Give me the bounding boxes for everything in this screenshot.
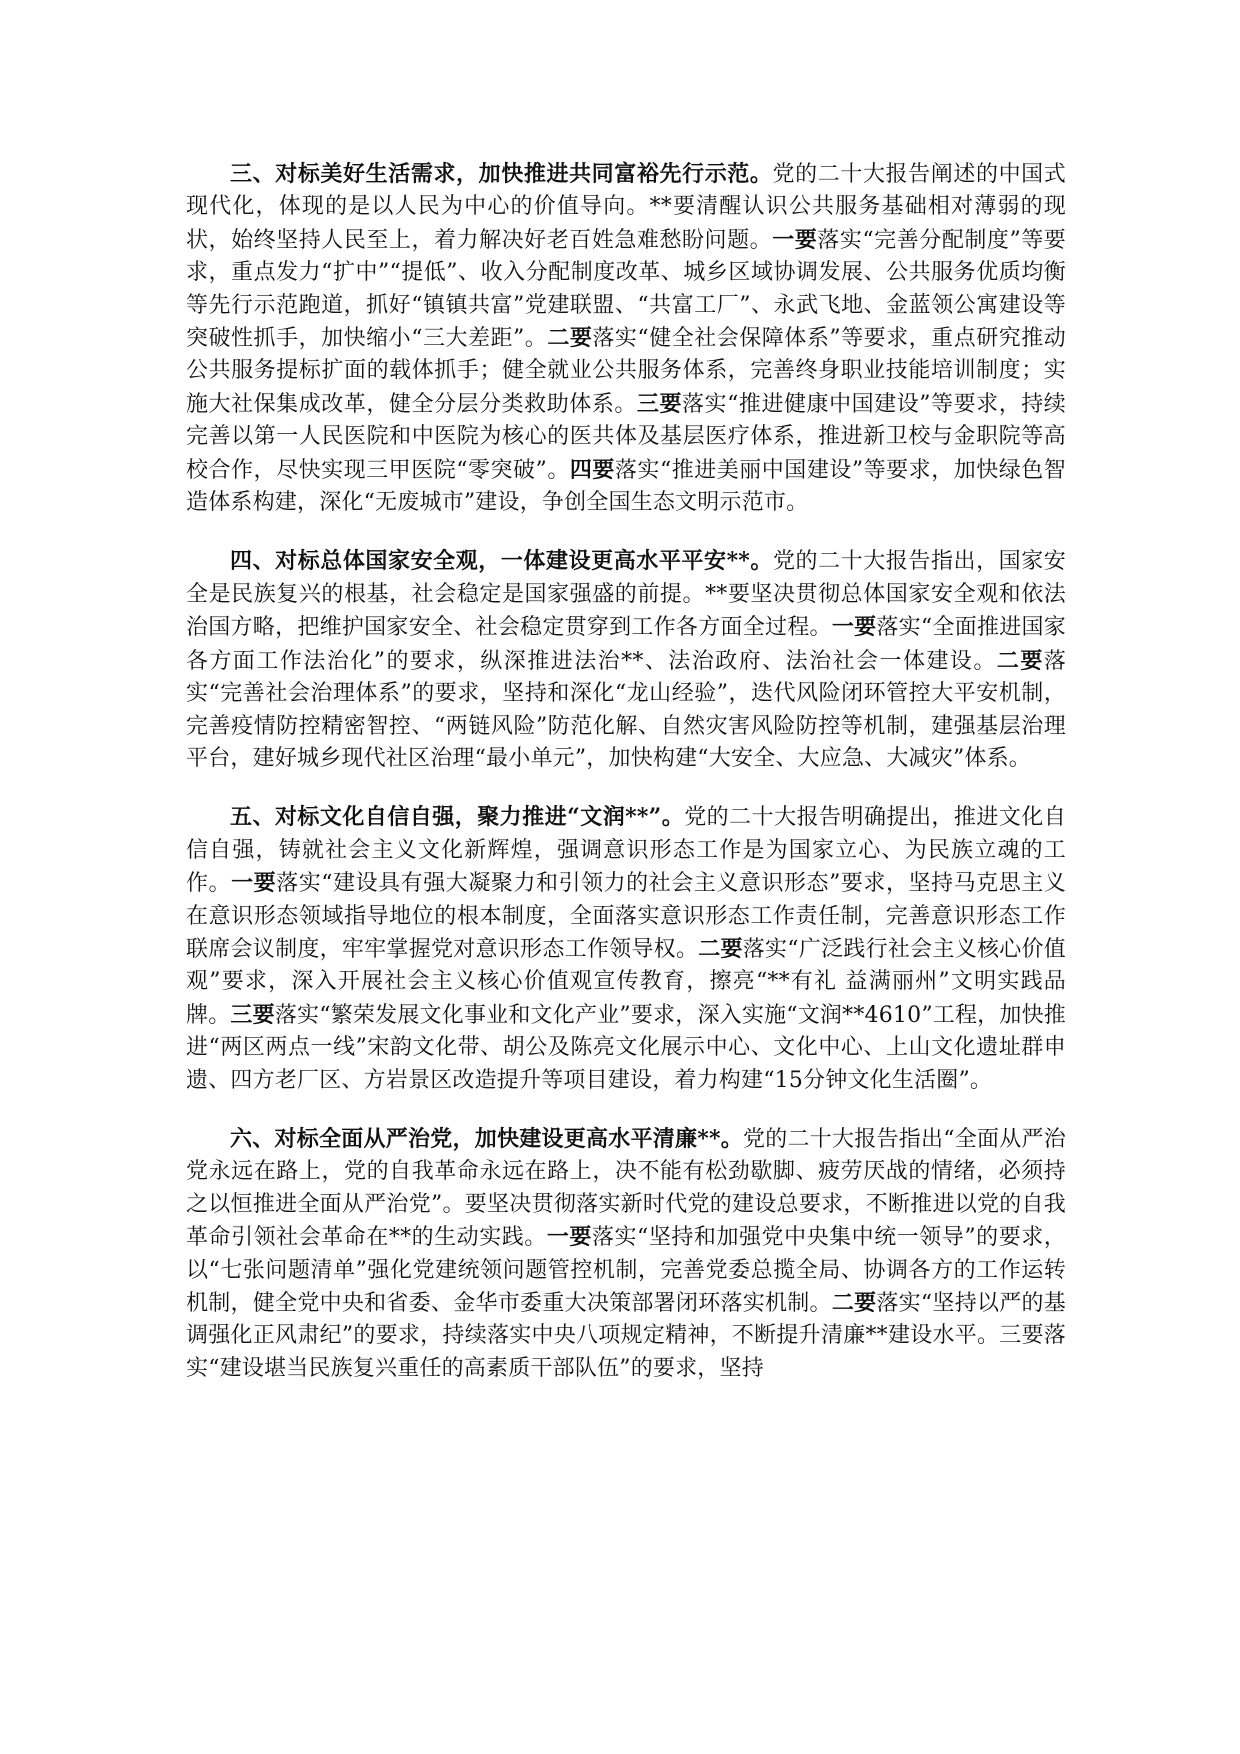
point-marker: 一要: [546, 1224, 592, 1251]
body-text: 落实“坚持和加强党中央集中统一领导”的要求，以“七张问题清单”强化党建统领问题管控机制，完善党委总揽全局、协调各方的工作运转机制，健全党中央和省委、金华市委重大决策部署闭环落实机制。: [186, 1225, 1067, 1316]
body-text: 落实“建设具有强大凝聚力和引领力的社会主义意识形态”要求，坚持马克思主义在意识形态领域指导地位的根本制度，全面落实意识形态工作责任制，完善意识形态工作联席会议制度，牢牢掌握党对意识形态工作领导权。: [186, 871, 1066, 962]
body-text: 落实“推进美丽中国建设”等要求，加快绿色智造体系构建，深化“无废城市”建设，争创全国生态文明示范市。: [186, 457, 1066, 516]
section-four: [186, 545, 1066, 775]
section-four-heading: 四、对标总体国家安全观，一体建设更高水平平安**。: [230, 548, 773, 575]
body-text: 党的二十大报告阐述的中国式现代化，体现的是以人民为中心的价值导向。**要清醒认识公共服务基础相对薄弱的现状，始终坚持人民至上，着力解决好老百姓急难愁盼问题。: [186, 162, 1066, 253]
point-marker: 二要: [996, 647, 1044, 674]
body-text: 党的二十大报告指出，国家安全是民族复兴的根基，社会稳定是国家强盛的前提。**要坚决贯彻总体国家安全观和依法治国方略，把维护国家安全、社会稳定贯穿到工作各方面全过程。: [186, 549, 1066, 641]
section-five-heading: 五、对标文化自信自强，聚力推进“文润**”。: [230, 804, 685, 831]
body-text: 落实“全面推进国家各方面工作法治化”的要求，纵深推进法治**、法治政府、法治社会一体建设。: [186, 615, 1066, 674]
section-five: [186, 801, 1066, 1097]
document-page: [186, 158, 1066, 1385]
section-six-heading: 六、对标全面从严治党，加快建设更高水平清廉**。: [230, 1125, 744, 1152]
body-text: 落实“坚持以严的基调强化正风肃纪”的要求，持续落实中央八项规定精神，不断提升清廉**建设水平。三要落实“建设堪当民族复兴重任的高素质干部队伍”的要求，坚持: [186, 1291, 1066, 1381]
point-marker: 二要: [698, 935, 743, 962]
point-marker: 二要: [547, 325, 593, 352]
body-text: 落实“完善分配制度”等要求，重点发力“扩中”“提低”、收入分配制度改革、城乡区域协调发展、公共服务优质均衡等先行示范跑道，抓好“镇镇共富”党建联盟、“共富工厂”、永武飞地、金蓝领公寓建设等突破性抓手，加快缩小“三大差距”。: [186, 227, 1066, 352]
body-text: 落实“广泛践行社会主义核心价值观”要求，深入开展社会主义核心价值观宣传教育，擦亮“**有礼 益满丽州”文明实践品牌。: [186, 936, 1066, 1028]
body-text: 落实“健全社会保障体系”等要求，重点研究推动公共服务提标扩面的载体抓手；健全就业公共服务体系，完善终身职业技能培训制度；实施大社保集成改革，健全分层分类救助体系。: [186, 326, 1066, 417]
point-marker: 二要: [831, 1290, 877, 1316]
point-marker: 一要: [231, 870, 277, 897]
body-text: 落实“完善社会治理体系”的要求，坚持和深化“龙山经验”，迭代风险闭环管控大平安机制，完善疫情防控精密智控、“两链风险”防范化解、自然灾害风险防控等机制，建强基层治理平台，建好城乡现代社区治理“最小单元”，加快构建“大安全、大应急、大减灾”体系。: [186, 648, 1067, 771]
section-three: [186, 158, 1066, 519]
body-text: 党的二十大报告明确提出，推进文化自信自强，铸就社会主义文化新辉煌，强调意识形态工作是为国家立心、为民族立魂的工作。: [186, 805, 1066, 897]
point-marker: 一要: [772, 226, 818, 253]
section-six: [186, 1123, 1066, 1385]
point-marker: 一要: [831, 614, 877, 641]
point-marker: 四要: [569, 456, 615, 483]
point-marker: 三要: [230, 1001, 275, 1028]
body-text: 党的二十大报告指出“全面从严治党永远在路上，党的自我革命永远在路上，决不能有松劲歇脚、疲劳厌战的情绪，必须持之以恒推进全面从严治党”。要坚决贯彻落实新时代党的建设总要求，不断推进以党的自我革命引领社会革命在**的生动实践。: [186, 1126, 1066, 1251]
point-marker: 三要: [636, 390, 683, 417]
body-text: 落实“推进健康中国建设”等要求，持续完善以第一人民医院和中医院为核心的医共体及基层医疗体系，推进新卫校与金职院等高校合作，尽快实现三甲医院“零突破”。: [186, 391, 1066, 483]
section-three-heading: 三、对标美好生活需求，加快推进共同富裕先行示范。: [230, 161, 773, 187]
body-text: 落实“繁荣发展文化事业和文化产业”要求，深入实施“文润**4610”工程，加快推进“两区两点一线”宋韵文化带、胡公及陈亮文化展示中心、文化中心、上山文化遗址群申遗、四方老厂区、方岩景区改造提升等项目建设，着力构建“15分钟文化生活圈”。: [186, 1002, 1067, 1093]
